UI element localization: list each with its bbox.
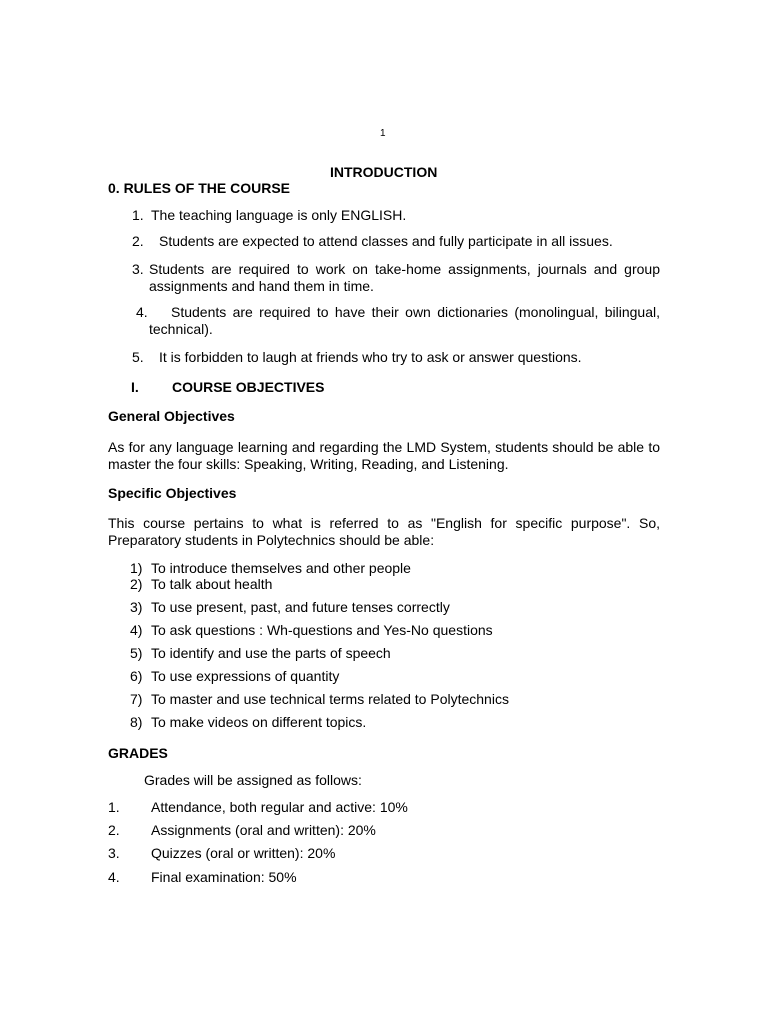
objective-number: 1) <box>130 560 143 576</box>
objective-text: To use present, past, and future tenses correctly <box>151 599 450 615</box>
grades-intro: Grades will be assigned as follows: <box>144 772 362 788</box>
grade-text: Final examination: 50% <box>151 869 297 885</box>
rule-number: 5. <box>132 349 144 365</box>
objective-number: 5) <box>130 645 143 661</box>
grade-text: Attendance, both regular and active: 10% <box>151 799 408 815</box>
grade-text: Assignments (oral and written): 20% <box>151 822 376 838</box>
objective-number: 7) <box>130 691 143 707</box>
objective-number: 2) <box>130 576 143 592</box>
grade-number: 2. <box>108 822 120 838</box>
rule-text: Students are required to work on take-home assignments, journals and group assignments and hand them in time. <box>149 261 660 294</box>
objective-text: To use expressions of quantity <box>151 668 340 684</box>
general-objectives-text: As for any language learning and regarding the LMD System, students should be able to master the four skills: Speaking, Writing, Reading, and Listening. <box>108 439 660 472</box>
objective-text: To identify and use the parts of speech <box>151 645 391 661</box>
general-objectives-heading: General Objectives <box>108 408 235 424</box>
objective-number: 4) <box>130 622 143 638</box>
objective-number: 8) <box>130 714 143 730</box>
objective-text: To ask questions : Wh-questions and Yes-No questions <box>151 622 493 638</box>
objectives-heading: COURSE OBJECTIVES <box>172 379 325 395</box>
rules-heading: 0. RULES OF THE COURSE <box>108 180 291 196</box>
rule-text: The teaching language is only ENGLISH. <box>151 207 407 223</box>
grade-text: Quizzes (oral or written): 20% <box>151 845 336 861</box>
rule-number: 2. <box>132 233 144 249</box>
objective-text: To talk about health <box>151 576 273 592</box>
objective-text: To make videos on different topics. <box>151 714 367 730</box>
specific-objectives-heading: Specific Objectives <box>108 485 237 501</box>
grades-heading: GRADES <box>108 745 168 761</box>
objective-text: To introduce themselves and other people <box>151 560 411 576</box>
grade-number: 4. <box>108 869 120 885</box>
page-number: 1 <box>380 128 386 139</box>
page-title: INTRODUCTION <box>330 164 438 180</box>
rule-number: 3. <box>132 261 144 277</box>
grade-number: 1. <box>108 799 120 815</box>
objective-text: To master and use technical terms related to Polytechnics <box>151 691 509 707</box>
grade-number: 3. <box>108 845 120 861</box>
objective-number: 6) <box>130 668 143 684</box>
section-number: I. <box>131 379 139 395</box>
specific-objectives-text: This course pertains to what is referred to as "English for specific purpose". So, Preparatory students in Polytechnics should be able: <box>108 515 660 548</box>
rule-text: It is forbidden to laugh at friends who try to ask or answer questions. <box>159 349 582 365</box>
rule-text: Students are required to have their own dictionaries (monolingual, bilingual, technical). <box>149 304 660 337</box>
rule-number: 4. <box>136 304 148 320</box>
rule-number: 1. <box>132 207 144 223</box>
rule-text: Students are expected to attend classes and fully participate in all issues. <box>159 233 613 249</box>
objective-number: 3) <box>130 599 143 615</box>
